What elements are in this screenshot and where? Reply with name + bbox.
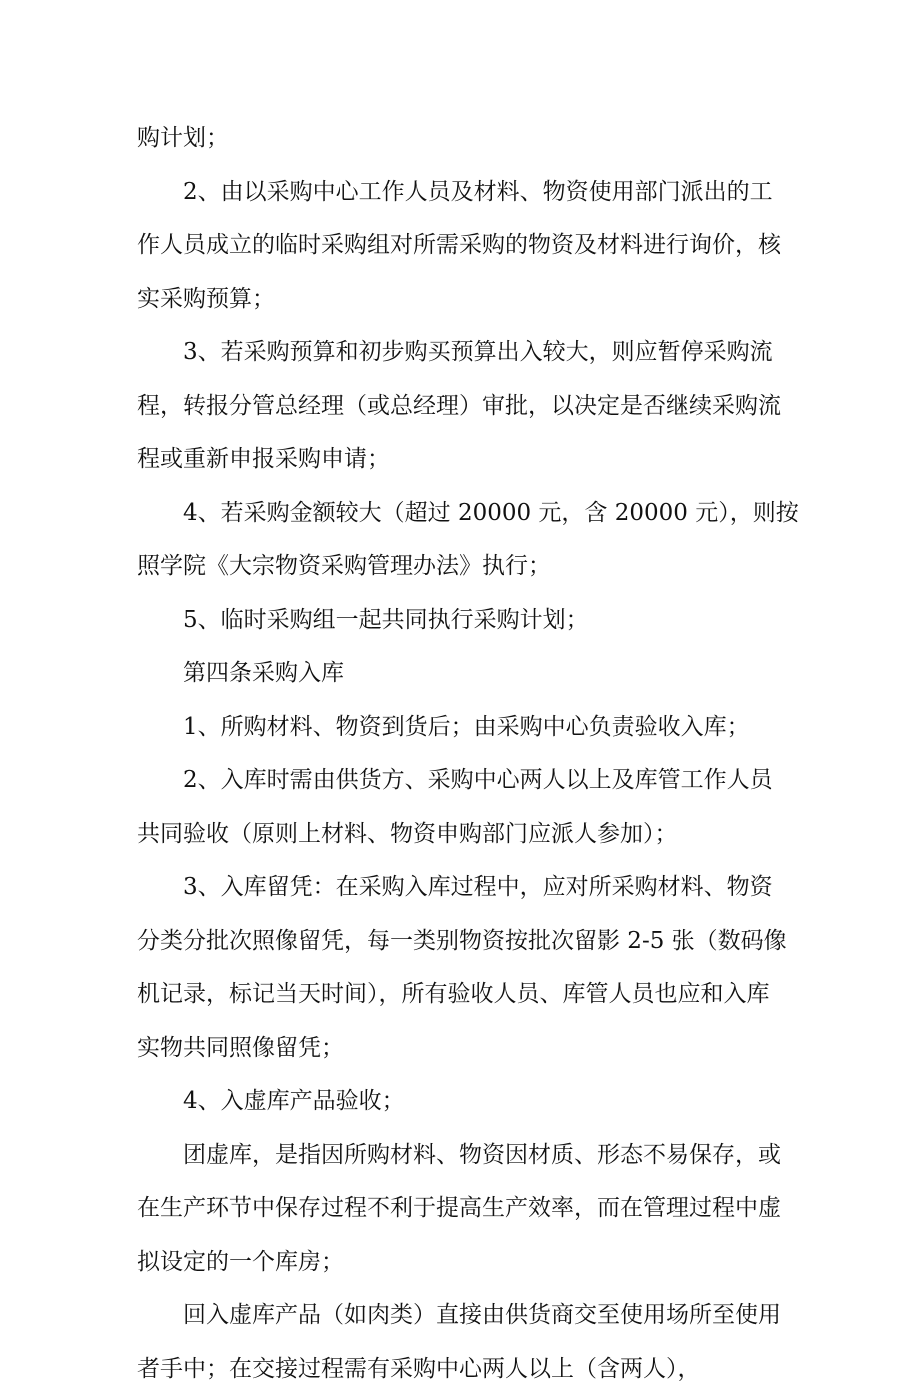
text-line: 机记录，标记当天时间），所有验收人员、库管人员也应和入库: [137, 968, 787, 1022]
text-line: 在生产环节中保存过程不利于提高生产效率，而在管理过程中虚: [137, 1182, 787, 1236]
text-line: 回入虚库产品（如肉类）直接由供货商交至使用场所至使用: [137, 1289, 787, 1343]
text-line: 3、入库留凭：在采购入库过程中，应对所采购材料、物资: [137, 861, 787, 915]
text-line: 者手中；在交接过程需有采购中心两人以上（含两人），: [137, 1343, 787, 1396]
text-line: 2、由以采购中心工作人员及材料、物资使用部门派出的工: [137, 166, 787, 220]
text-line: 照学院《大宗物资采购管理办法》执行；: [137, 540, 787, 594]
text-line: 作人员成立的临时采购组对所需采购的物资及材料进行询价，核: [137, 219, 787, 273]
text-line: 团虚库，是指因所购材料、物资因材质、形态不易保存，或: [137, 1129, 787, 1183]
text-line: 2、入库时需由供货方、采购中心两人以上及库管工作人员: [137, 754, 787, 808]
text-line: 1、所购材料、物资到货后；由采购中心负责验收入库；: [137, 701, 787, 755]
text-line: 程或重新申报采购申请；: [137, 433, 787, 487]
text-line: 程，转报分管总经理（或总经理）审批，以决定是否继续采购流: [137, 380, 787, 434]
text-line: 拟设定的一个库房；: [137, 1236, 787, 1290]
text-line: 实采购预算；: [137, 273, 787, 327]
text-line: 共同验收（原则上材料、物资申购部门应派人参加）；: [137, 808, 787, 862]
document-body: [137, 112, 787, 1396]
text-line: 3、若采购预算和初步购买预算出入较大，则应暂停采购流: [137, 326, 787, 380]
text-line: 4、入虚库产品验收；: [137, 1075, 787, 1129]
text-line: 实物共同照像留凭；: [137, 1022, 787, 1076]
text-line: 4、若采购金额较大（超过 20000 元，含 20000 元），则按: [137, 487, 787, 541]
text-line: 分类分批次照像留凭，每一类别物资按批次留影 2-5 张（数码像: [137, 915, 787, 969]
section-heading: 第四条采购入库: [137, 647, 787, 701]
text-line: 购计划；: [137, 112, 787, 166]
text-line: 5、临时采购组一起共同执行采购计划；: [137, 594, 787, 648]
